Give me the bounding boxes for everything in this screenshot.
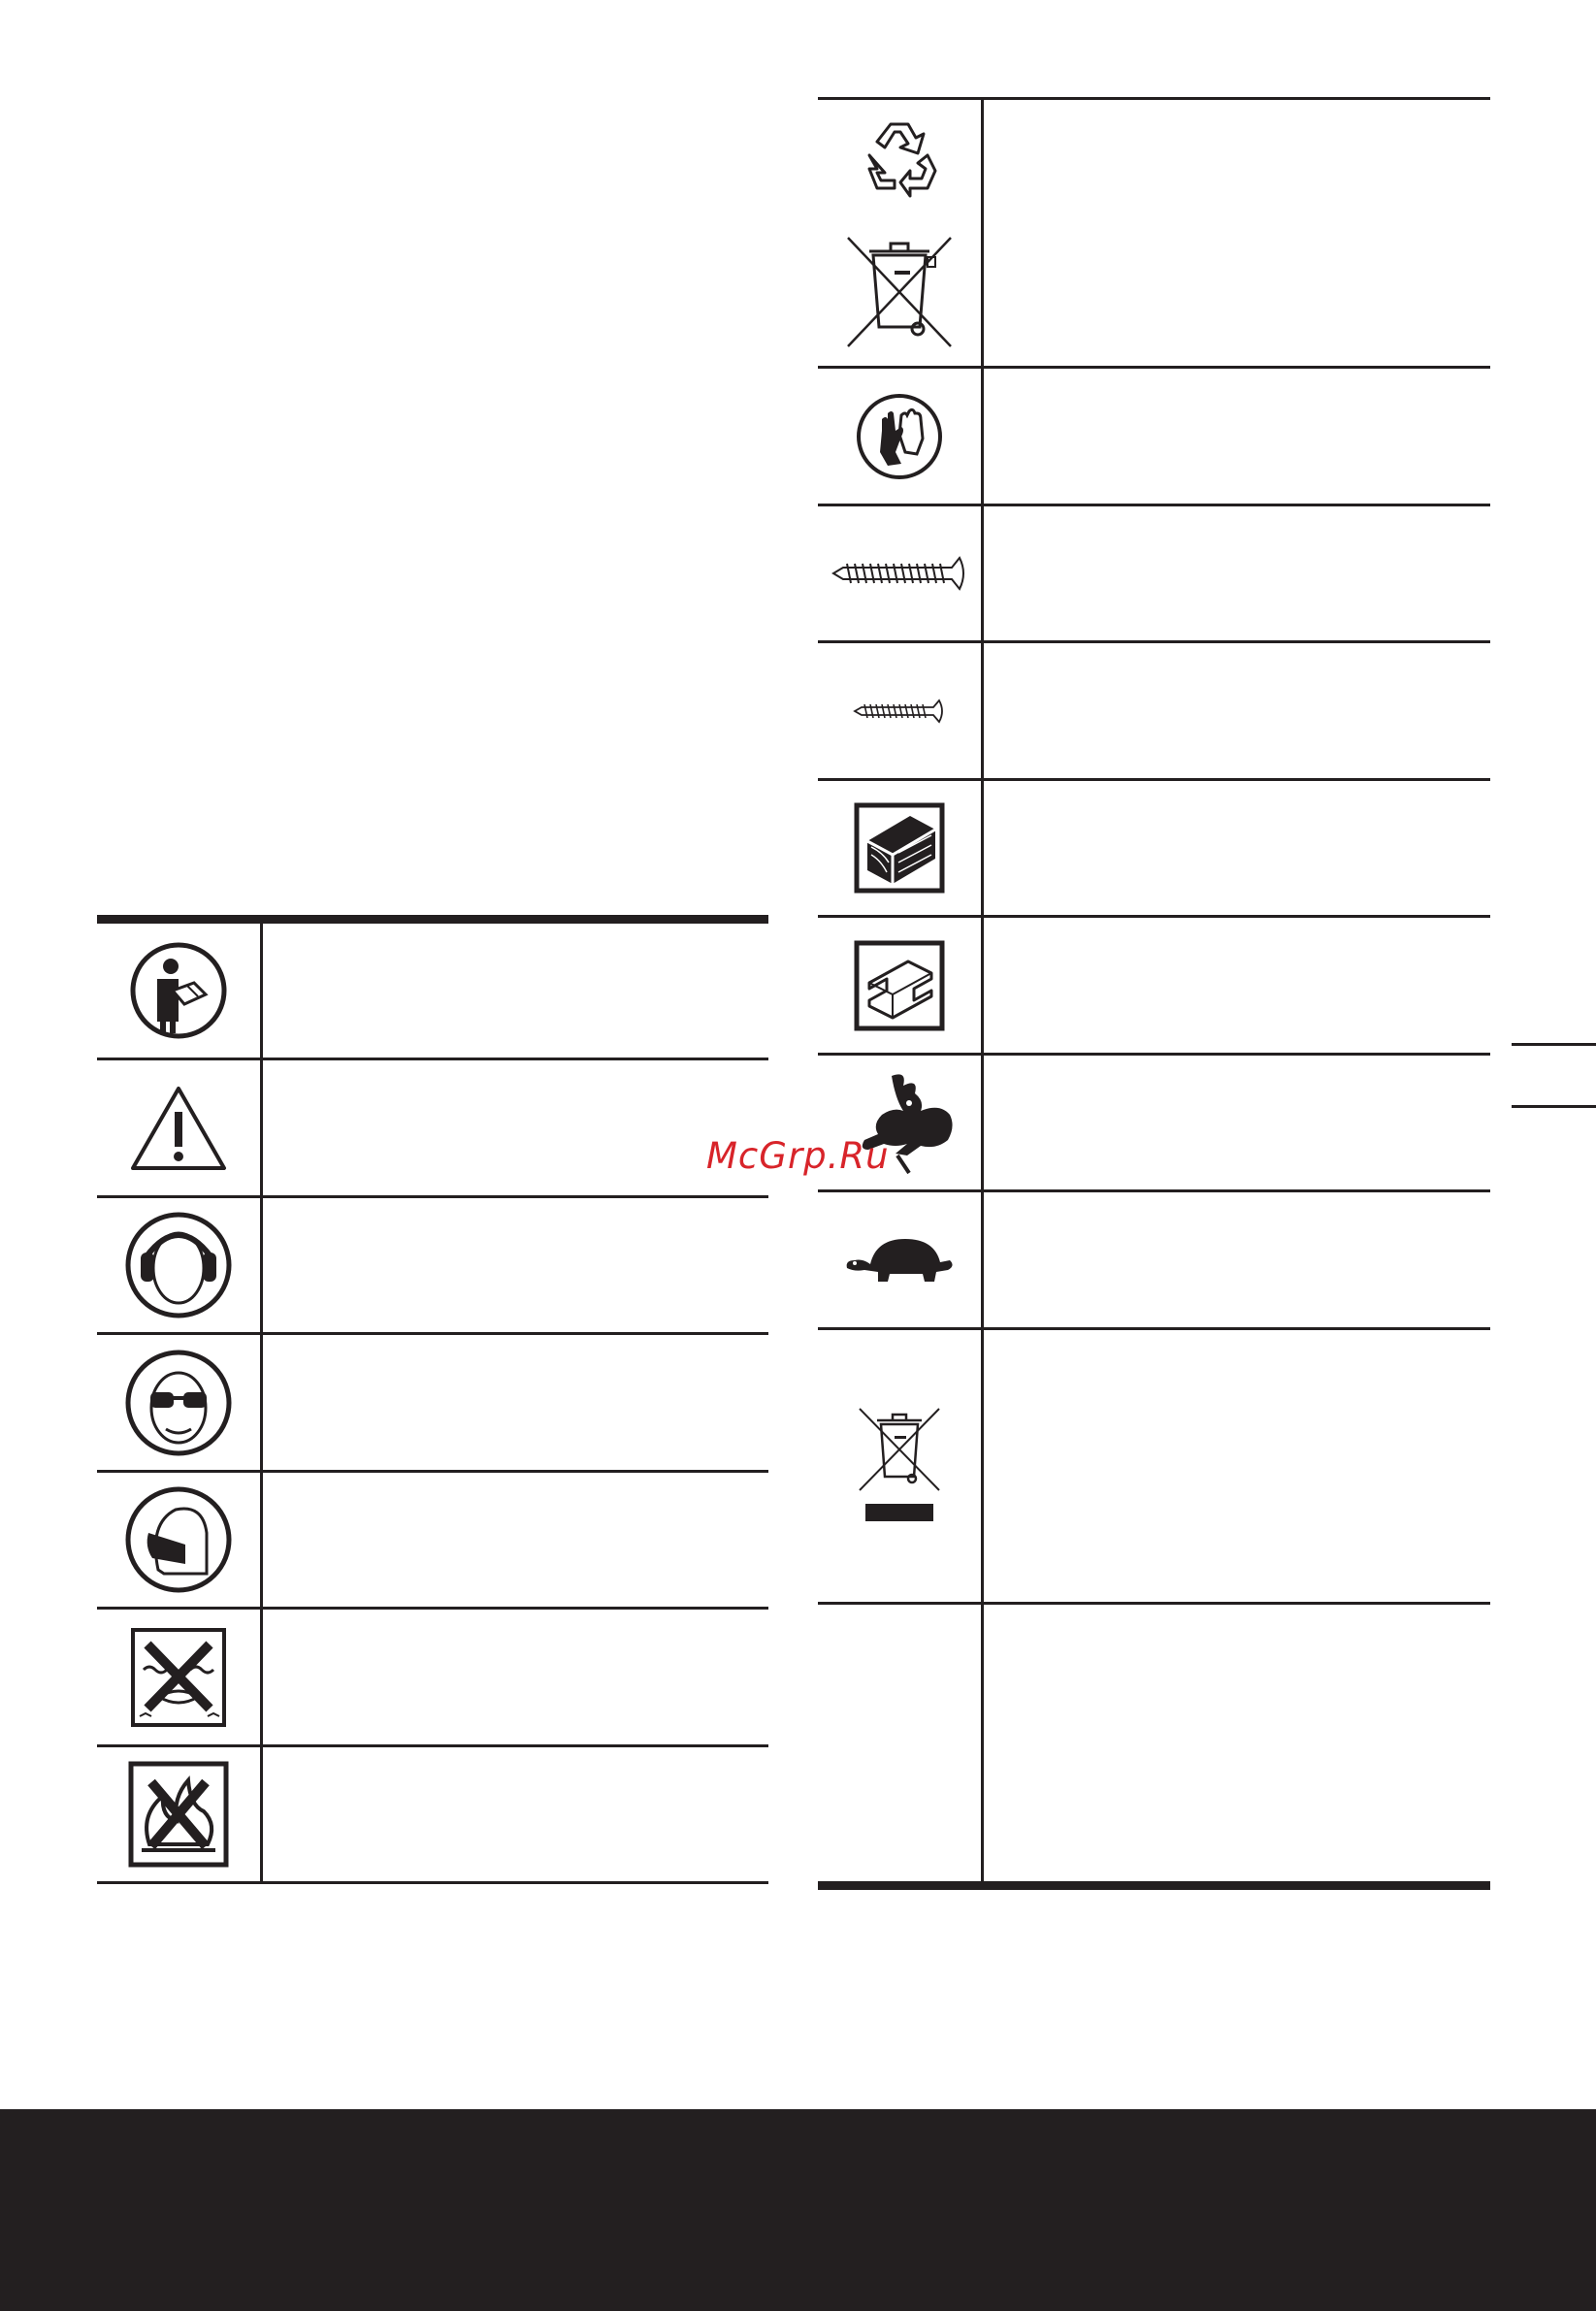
slow-speed-turtle-icon [818,1192,981,1327]
no-rain-icon [97,1610,260,1744]
metal-beam-icon [818,918,981,1053]
right-row-weee [818,1330,1490,1605]
left-row-no-rain [97,1610,768,1747]
left-row-no-fire [97,1747,768,1884]
left-row-warning [97,1060,768,1198]
right-row-gloves [818,369,1490,506]
dust-mask-icon [97,1473,260,1607]
left-symbol-table [97,915,768,1884]
watermark: McGrp.Ru [706,1135,890,1177]
weee-crossed-bin-icon [818,1330,981,1602]
right-row-recycle [818,100,1490,369]
side-tab-marker-bottom [1512,1105,1596,1108]
right-symbol-table [818,97,1490,1890]
ear-protection-icon [97,1198,260,1332]
protective-gloves-icon [818,369,981,504]
right-row-large-screw [818,506,1490,643]
read-manual-icon [97,924,260,1058]
small-screw-icon [818,643,981,778]
right-table-bottom-rule [818,1881,1490,1890]
right-row-small-screw [818,643,1490,781]
left-row-read-manual [97,924,768,1060]
left-row-ear-protection [97,1198,768,1335]
warning-triangle-icon [97,1060,260,1195]
right-row-metal [818,918,1490,1056]
right-row-wood [818,781,1490,918]
wood-icon [818,781,981,915]
eye-protection-icon [97,1335,260,1470]
no-fire-icon [97,1747,260,1881]
side-tab-marker-top [1512,1043,1596,1046]
left-table-top-rule [97,915,768,924]
left-row-dust-mask [97,1473,768,1610]
recycle-and-crossed-bin-icon [818,100,981,366]
left-row-eye-protection [97,1335,768,1473]
empty-icon [818,1605,981,1881]
right-row-empty [818,1605,1490,1881]
right-row-slow-speed [818,1192,1490,1330]
right-row-fast-speed [818,1056,1490,1192]
large-screw-icon [818,506,981,640]
footer-band [0,2109,1596,2311]
